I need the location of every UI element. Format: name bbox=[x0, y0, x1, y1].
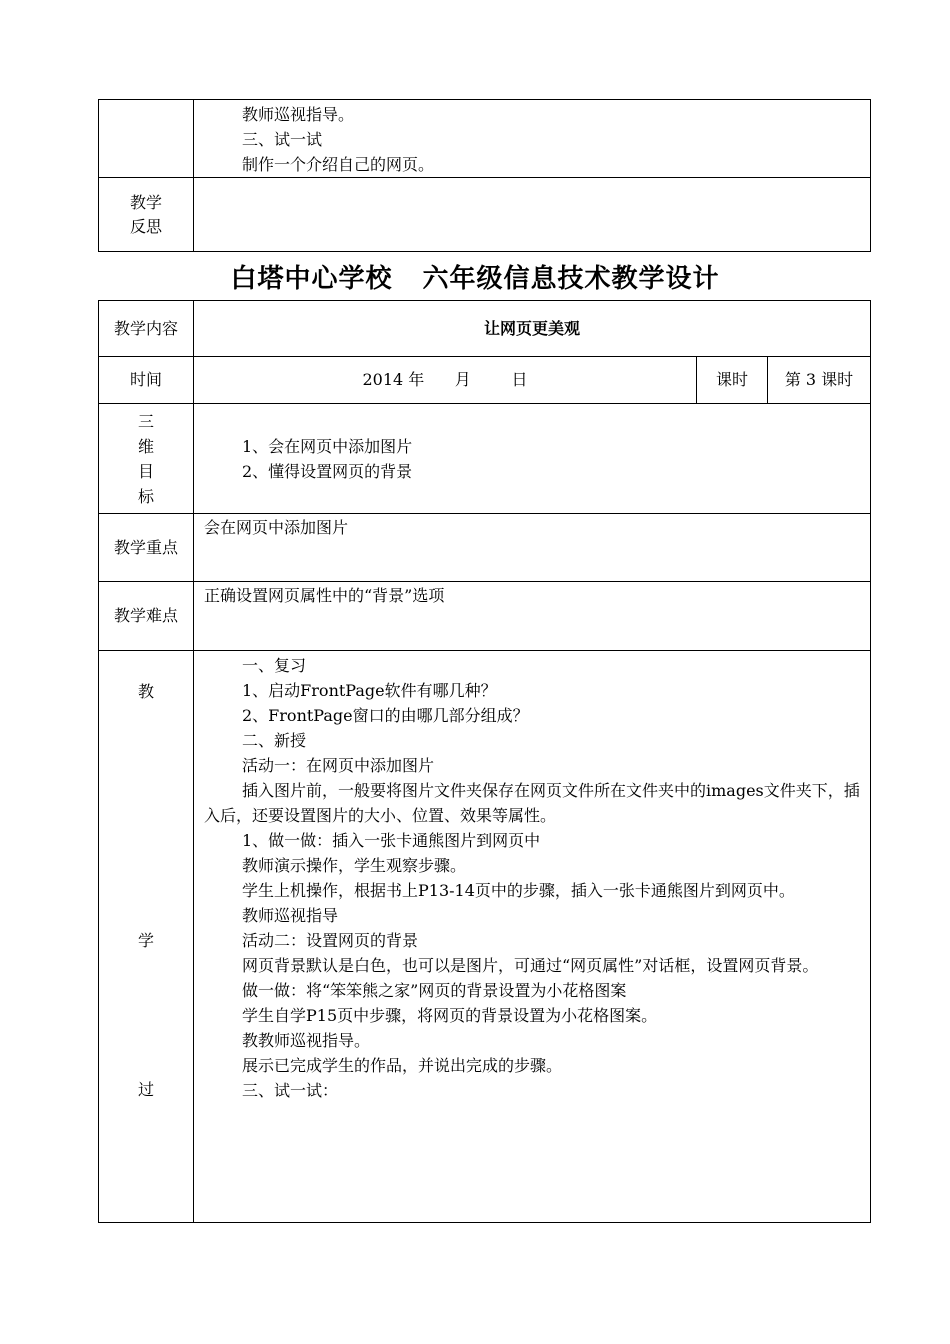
objectives-cell bbox=[194, 404, 871, 514]
process-line: 教师演示操作，学生观察步骤。 bbox=[242, 856, 467, 875]
time-label: 时间 bbox=[99, 357, 194, 404]
process-line: 教教师巡视指导。 bbox=[242, 1031, 371, 1050]
key-point-value: 会在网页中添加图片 bbox=[194, 514, 871, 582]
process-line: 网页背景默认是白色，也可以是图片，可通过“网页属性”对话框，设置网页背景。 bbox=[242, 956, 819, 975]
process-line: 教师巡视指导 bbox=[242, 906, 339, 925]
process-line: 学生自学P15页中步骤，将网页的背景设置为小花格图案。 bbox=[242, 1006, 658, 1025]
content-label: 教学内容 bbox=[99, 301, 194, 357]
process-line: 三、试一试 bbox=[242, 130, 323, 149]
empty-label-cell bbox=[99, 100, 194, 178]
difficulty-value: 正确设置网页属性中的“背景”选项 bbox=[194, 582, 871, 651]
process-line: 做一做：将“笨笨熊之家”网页的背景设置为小花格图案 bbox=[242, 981, 627, 1000]
process-line: 活动一：在网页中添加图片 bbox=[242, 756, 435, 775]
process-line: 学生上机操作，根据书上P13-14页中的步骤，插入一张卡通熊图片到网页中。 bbox=[242, 881, 795, 900]
process-continuation-cell bbox=[194, 100, 871, 178]
objective-item: 1、会在网页中添加图片 bbox=[242, 436, 413, 456]
process-cell bbox=[194, 651, 871, 1223]
process-line: 二、新授 bbox=[242, 731, 307, 750]
process-line: 1、做一做：插入一张卡通熊图片到网页中 bbox=[242, 831, 541, 850]
key-point-label: 教学重点 bbox=[99, 514, 194, 582]
objectives-label: 三 维 目 标 bbox=[99, 404, 194, 514]
lesson-design-table bbox=[98, 300, 871, 1223]
objective-item: 2、懂得设置网页的背景 bbox=[242, 461, 413, 481]
content-value: 让网页更美观 bbox=[194, 301, 871, 357]
time-value: 2014 年 月 日 bbox=[194, 357, 697, 404]
process-line: 活动二：设置网页的背景 bbox=[242, 931, 419, 950]
process-line: 1、启动FrontPage软件有哪几种？ bbox=[242, 681, 497, 700]
process-line: 三、试一试： bbox=[242, 1081, 339, 1100]
design-title: 六年级信息技术教学设计 bbox=[422, 264, 720, 294]
reflection-cell[interactable] bbox=[194, 178, 871, 252]
reflection-label: 教学 反思 bbox=[99, 178, 194, 252]
process-line: 一、复习 bbox=[242, 656, 307, 675]
process-line: 教师巡视指导。 bbox=[242, 105, 355, 124]
process-line: 展示已完成学生的作品，并说出完成的步骤。 bbox=[242, 1056, 563, 1075]
school-name: 白塔中心学校 bbox=[230, 264, 393, 294]
period-value: 第 3 课时 bbox=[768, 357, 871, 404]
difficulty-label: 教学难点 bbox=[99, 582, 194, 651]
previous-page-table bbox=[98, 99, 871, 252]
process-label: 教 学 过 bbox=[99, 651, 194, 1223]
period-label: 课时 bbox=[697, 357, 768, 404]
page-title bbox=[0, 258, 950, 295]
process-line: 制作一个介绍自己的网页。 bbox=[242, 155, 435, 174]
process-line: 2、FrontPage窗口的由哪几部分组成？ bbox=[242, 706, 529, 725]
process-line: 插入图片前，一般要将图片文件夹保存在网页文件所在文件夹中的images文件夹下，插入后，还要设置图片的大小、位置、效果等属性。 bbox=[204, 781, 860, 825]
